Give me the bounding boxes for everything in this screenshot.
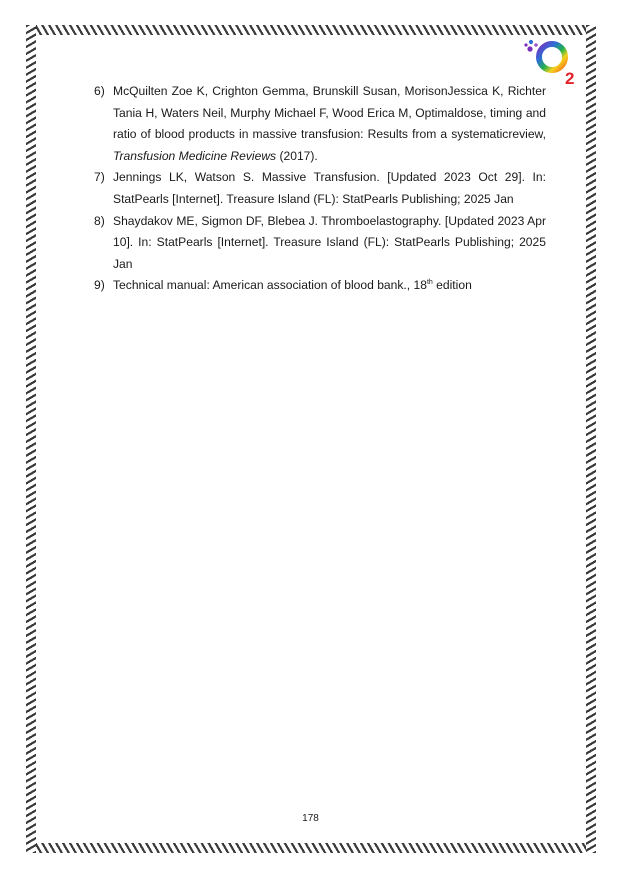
reference-number: 8) — [94, 213, 105, 228]
reference-item — [94, 211, 546, 276]
page-border-right — [586, 25, 596, 853]
reference-text: Technical manual: American association of blood bank., 18th edition — [113, 278, 472, 293]
reference-text: Jennings LK, Watson S. Massive Transfusion. [Updated 2023 Oct 29]. In: StatPearls [Internet]. Treasure Island (FL): StatPearls Publishing; 2025 Jan — [113, 170, 546, 206]
reference-text: McQuilten Zoe K, Crighton Gemma, Brunskill Susan, MorisonJessica K, Richter Tania H, Waters Neil, Murphy Michael F, Wood Erica M, Optimaldose, timing and ratio of blood products in massive transfusion: Results from a systematicreview, Transfusion Medicine Reviews (2017). — [113, 84, 546, 163]
page-border-top — [26, 25, 596, 35]
reference-item — [94, 275, 546, 297]
reference-number: 9) — [94, 278, 105, 293]
reference-number: 7) — [94, 170, 105, 185]
ordinal-superscript: th — [426, 279, 433, 287]
page-border-left — [26, 25, 36, 853]
page-number: 178 — [302, 813, 319, 824]
reference-item — [94, 167, 546, 210]
reference-item — [94, 81, 546, 167]
reference-text: Shaydakov ME, Sigmon DF, Blebea J. Thromboelastography. [Updated 2023 Apr 10]. In: StatPearls [Internet]. Treasure Island (FL): StatPearls Publishing; 2025 Jan — [113, 213, 546, 271]
page-border-bottom — [26, 843, 596, 853]
reference-number: 6) — [94, 84, 105, 98]
reference-list — [94, 81, 546, 297]
logo-subscript: 2 — [565, 69, 575, 88]
journal-title: Transfusion Medicine Reviews — [113, 148, 277, 163]
